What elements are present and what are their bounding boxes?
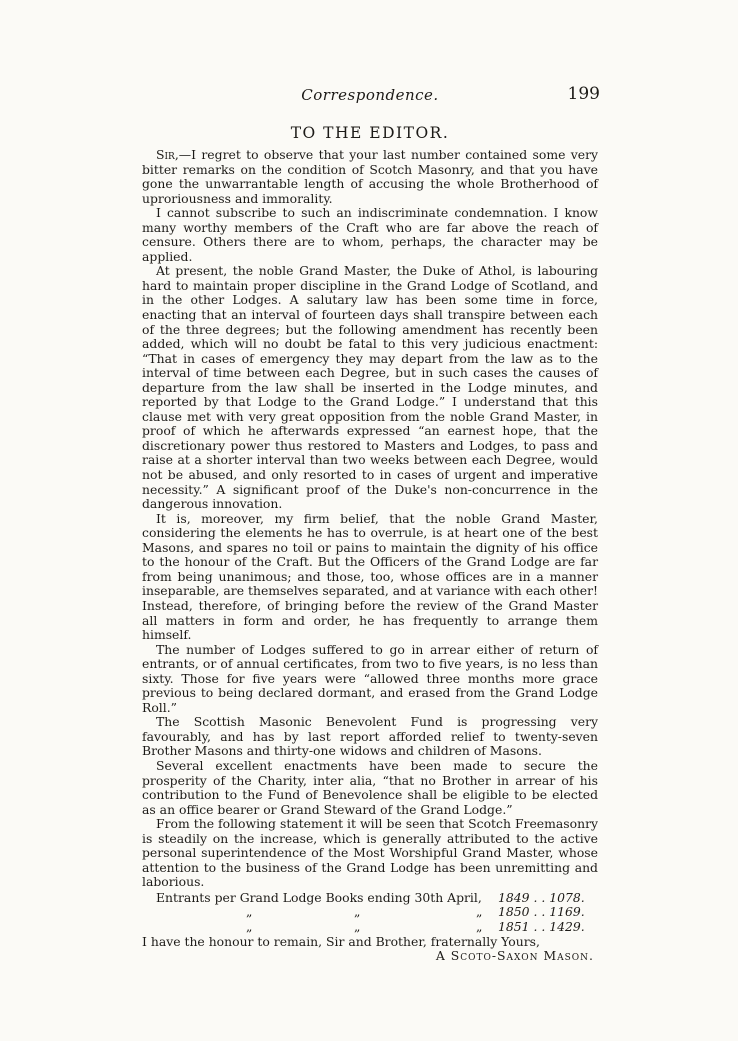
- letter-body: [142, 148, 598, 964]
- paragraph: At present, the noble Grand Master, the Duke of Athol, is labouring hard to maintain proper discipline in the Grand Lodge of Scotland, and in the other Lodges. A salutary law has been some time in force, enacting that an interval of fourteen days shall transpire between each of the three degrees; but the following amendment has recently been added, which will no doubt be fatal to this very judicious enactment: “That in cases of emergency they may depart from the law as to the interval of time between each Degree, but in such cases the causes of departure from the law shall be inserted in the Lodge minutes, and reported by that Lodge to the Grand Lodge.” I understand that this clause met with very great opposition from the noble Grand Master, in proof of which he afterwards expressed “an earnest hope, that the discretionary power thus restored to Masters and Lodges, to pass and raise at a shorter interval than two weeks between each Degree, would not be abused, and only resorted to in cases of urgent and imperative necessity.” A significant proof of the Duke's non-concurrence in the dangerous innovation.: [142, 263, 598, 512]
- paragraph: From the following statement it will be seen that Scotch Freemasonry is steadily on the increase, which is generally attributed to the active personal superintendence of the Most Worshipful Grand Master, whose attention to the business of the Grand Lodge has been unremitting and laborious.: [142, 816, 598, 890]
- paragraph: I cannot subscribe to such an indiscriminate condemnation. I know many worthy members of the Craft who are far above the reach of censure. Others there are to whom, perhaps, the character may be applied.: [142, 205, 598, 264]
- ditto-mark: „: [354, 904, 361, 920]
- paragraph: Several excellent enactments have been made to secure the prosperity of the Charity, inter alia, “that no Brother in arrear of his contribution to the Fund of Benevolence shall be eligible to be elected as an office bearer or Grand Steward of the Grand Lodge.”: [142, 757, 598, 817]
- stat-row: [142, 920, 598, 935]
- paragraph: The Scottish Masonic Benevolent Fund is progressing very favourably, and has by last report afforded relief to twenty-seven Brother Masons and thirty-one widows and children of Masons.: [142, 714, 598, 759]
- stat-year: 1850 . . 1169.: [498, 904, 585, 920]
- ditto-mark: „: [476, 904, 483, 920]
- paragraph: The number of Lodges suffered to go in arrear either of return of entrants, or of annual certificates, from two to five years, is no less than sixty. Those for five years were “allowed three months more grace previous to being declared dormant, and erased from the Grand Lodge Roll.”: [142, 641, 598, 715]
- ditto-mark: „: [246, 919, 253, 935]
- stat-row: [142, 905, 598, 920]
- stat-year: 1849 . . 1078.: [498, 889, 585, 905]
- article-heading: TO THE EDITOR.: [290, 124, 450, 142]
- running-title: Correspondence.: [301, 86, 439, 104]
- closing-line: I have the honour to remain, Sir and Brother, fraternally Yours,: [142, 933, 540, 949]
- ditto-mark: „: [476, 919, 483, 935]
- paragraph: It is, moreover, my firm belief, that the noble Grand Master, considering the elements he has to overrule, is at heart one of the best Masons, and spares no toil or pains to maintain the dignity of his office to the honour of the Craft. But the Officers of the Grand Lodge are far from being unanimous; and those, too, whose offices are in a manner inseparable, are themselves separated, and at variance with each other! Instead, therefore, of bringing before the review of the Grand Master all matters in form and order, he has frequently to arrange them himself.: [142, 510, 598, 643]
- running-head: [140, 86, 600, 108]
- paragraph: Sir,—I regret to observe that your last number contained some very bitter remarks on the condition of Scotch Masonry, and that you have gone the unwarrantable length of accusing the whole Brotherhood of uproriousness and immorality.: [142, 147, 598, 206]
- page-number: 199: [567, 84, 600, 104]
- salutation: Sir,: [156, 147, 179, 162]
- ditto-mark: „: [354, 919, 361, 935]
- ditto-mark: „: [246, 904, 253, 920]
- entrants-statistics: [142, 891, 598, 935]
- stat-label: Entrants per Grand Lodge Books ending 30th April,: [156, 889, 482, 905]
- stat-row: [142, 891, 598, 906]
- signature: A Scoto-Saxon Mason.: [435, 948, 594, 964]
- stat-year: 1851 . . 1429.: [498, 919, 585, 935]
